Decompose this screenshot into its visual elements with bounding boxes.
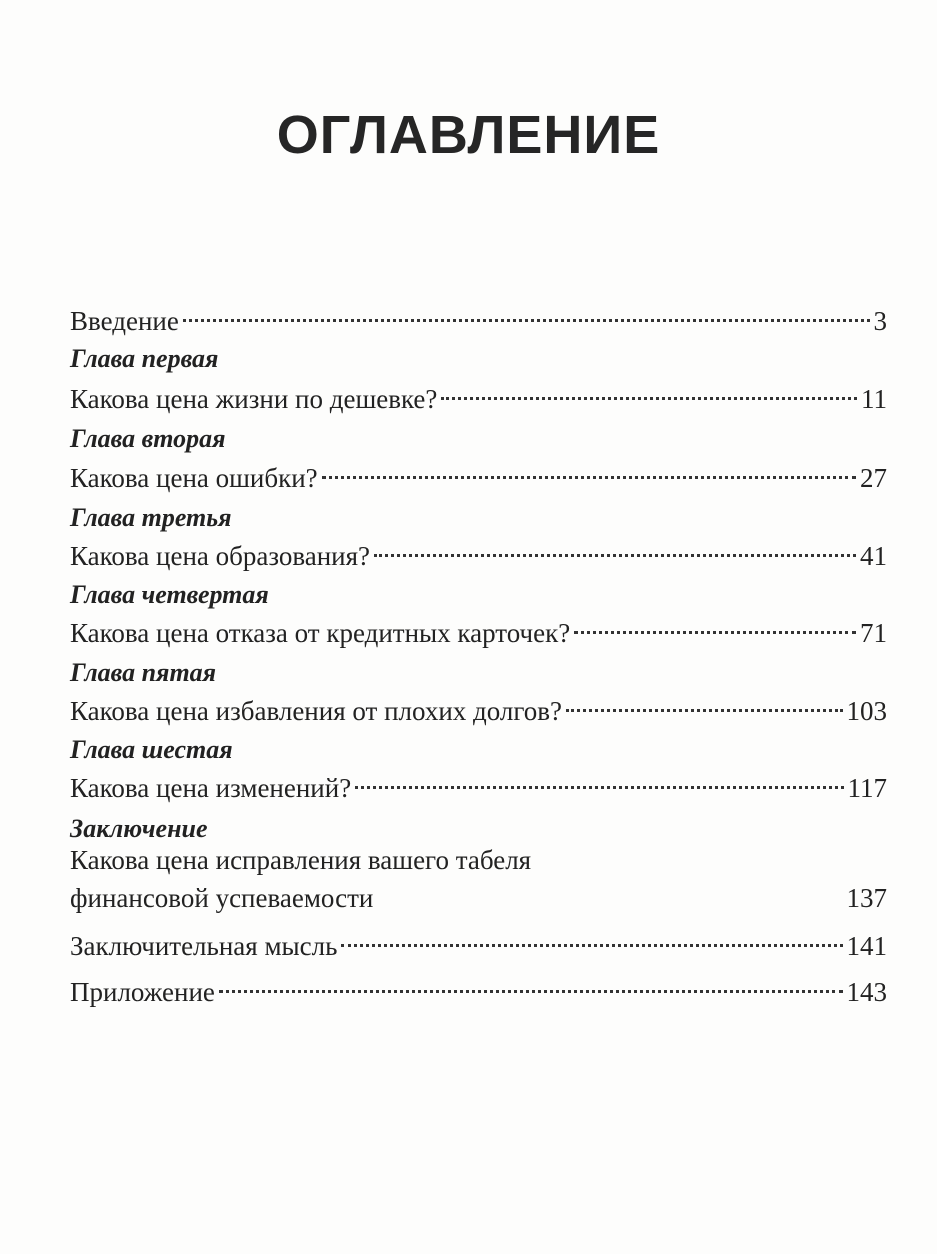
toc-page-number: 143 xyxy=(846,977,887,1007)
toc-entry-chapter-5 xyxy=(70,686,887,728)
table-of-contents xyxy=(70,0,887,1254)
toc-chapter-label: Глава третья xyxy=(70,503,232,532)
toc-entry-title-continued: финансовой успеваемости xyxy=(70,883,374,913)
toc-chapter-label: Глава четвертая xyxy=(70,580,269,609)
dot-leader xyxy=(341,921,842,955)
toc-entry-chapter-6 xyxy=(70,763,887,805)
toc-entry-chapter-4 xyxy=(70,608,887,650)
toc-chapter-label: Глава вторая xyxy=(70,424,226,453)
toc-entry-chapter-2 xyxy=(70,453,887,495)
toc-entry-title: Какова цена избавления от плохих долгов? xyxy=(70,696,563,726)
dot-leader xyxy=(374,531,856,565)
toc-page-number: 71 xyxy=(860,618,887,648)
toc-entry-final-thought xyxy=(70,921,887,963)
dot-leader xyxy=(322,453,856,487)
toc-page-number: 11 xyxy=(861,384,887,414)
toc-entry-chapter-3 xyxy=(70,531,887,573)
toc-chapter-label: Глава шестая xyxy=(70,735,233,764)
dot-leader xyxy=(574,608,856,642)
toc-entry-title: Какова цена ошибки? xyxy=(70,463,318,493)
toc-entry-chapter-1 xyxy=(70,374,887,416)
toc-entry-title: Какова цена изменений? xyxy=(70,773,352,803)
toc-page-number: 3 xyxy=(873,306,887,336)
toc-page-number: 27 xyxy=(860,463,887,493)
toc-chapter-label: Глава первая xyxy=(70,344,219,373)
dot-leader xyxy=(355,763,843,797)
toc-entry-title: Приложение xyxy=(70,977,215,1007)
page-title: ОГЛАВЛЕНИЕ xyxy=(276,105,661,165)
toc-page-number: 41 xyxy=(860,541,887,571)
toc-entry-title: Какова цена жизни по дешевке? xyxy=(70,384,438,414)
toc-page-number: 117 xyxy=(847,773,887,803)
toc-entry-introduction xyxy=(70,296,887,338)
toc-page-number: 103 xyxy=(846,696,887,726)
toc-page-number: 137 xyxy=(846,883,887,913)
toc-chapter-label: Глава пятая xyxy=(70,658,217,687)
dot-leader xyxy=(566,686,842,720)
toc-entry-title: Введение xyxy=(70,306,179,336)
dot-leader xyxy=(219,967,843,1001)
toc-entry-title: Какова цена отказа от кредитных карточек? xyxy=(70,618,571,648)
dot-leader xyxy=(183,296,870,330)
toc-entry-title: Заключительная мысль xyxy=(70,931,338,961)
toc-entry-title: Какова цена образования? xyxy=(70,541,371,571)
toc-entry-appendix xyxy=(70,967,887,1009)
toc-chapter-label: Заключение xyxy=(70,814,208,843)
toc-page-number: 141 xyxy=(846,931,887,961)
dot-leader xyxy=(441,374,857,408)
toc-entry-conclusion xyxy=(70,873,887,915)
toc-entry-title: Какова цена исправления вашего табеля xyxy=(70,845,532,875)
